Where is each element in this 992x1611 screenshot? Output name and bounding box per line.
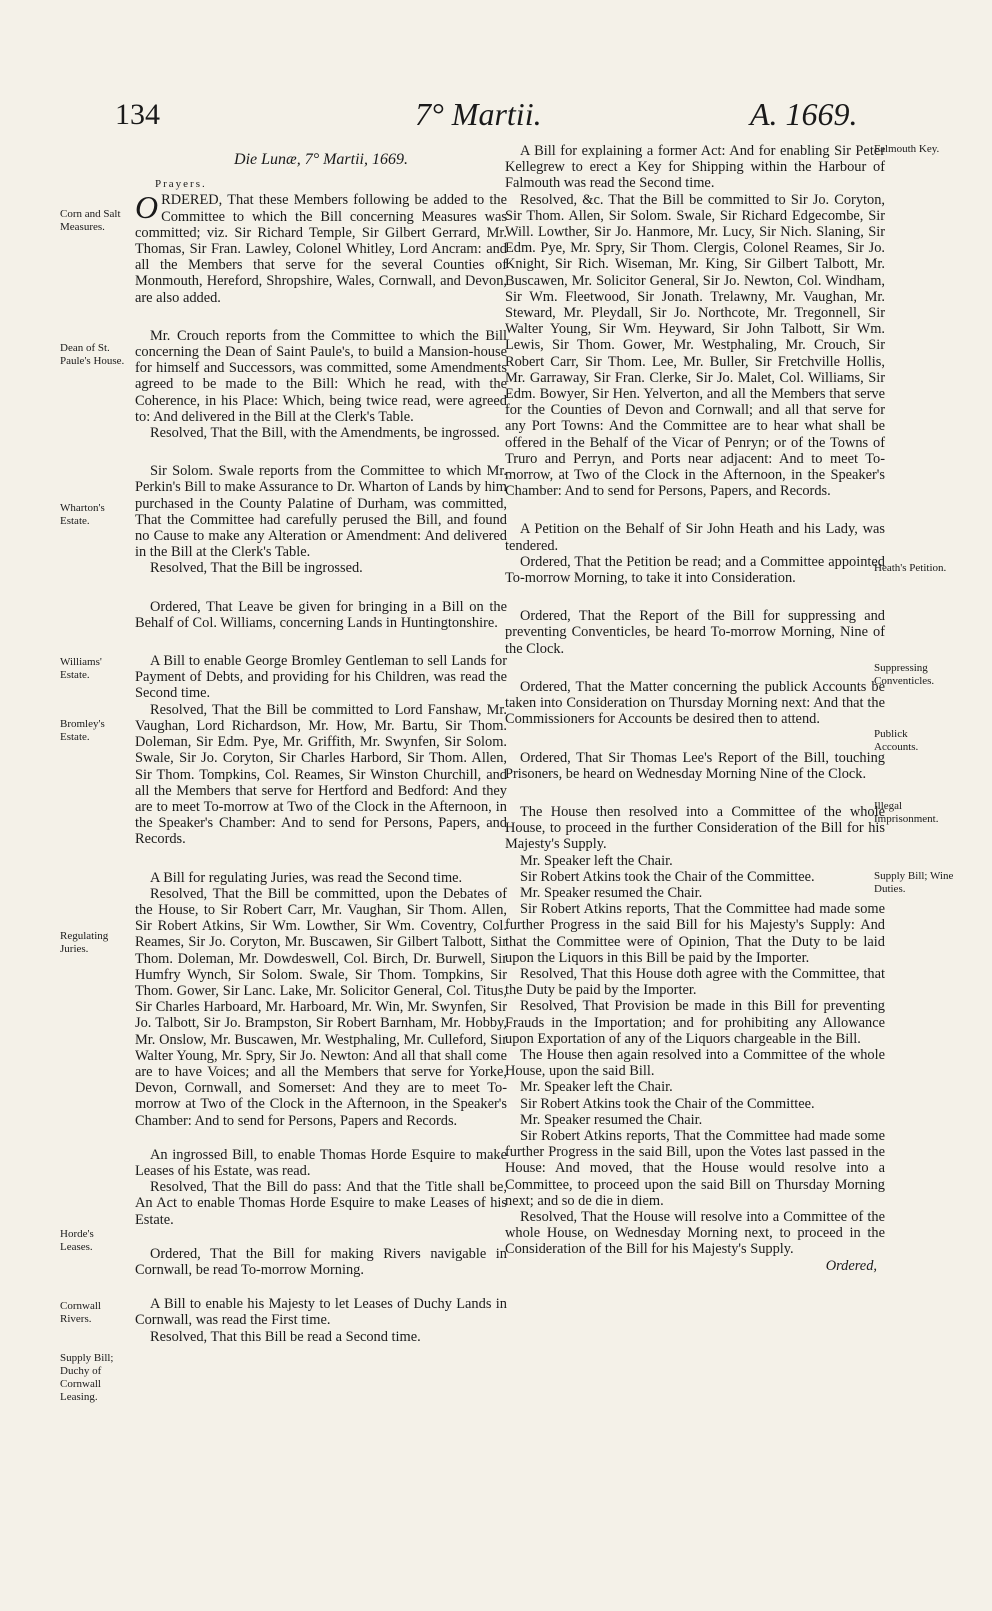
paragraph: Resolved, That the Bill be committed, upon the Debates of the House, to Sir Robert Carr, Mr. Vaughan, Sir Thom. Allen, Sir Robert Atkins, Sir Wm. Lowther, Sir Wm. Coventry, Col. Reames, Sir Jo. Coryton, Mr. Buscawen, Sir Gilbert Talbott, Sir Thom. Doleman, Mr. Dowdeswell, Col. Birch, Dr. Burwell, Sir Humfry Wynch, Sir Solom. Swale, Sir Thom. Tompkins, Sir Thom. Gower, Sir Lanc. Lake, Mr. Solicitor General, Col. Titus, Sir Charles Harboard, Mr. Harboard, Mr. Win, Mr. Swynfen, Sir Jo. Talbott, Sir Jo. Brampston, Sir Robert Barnham, Mr. Hobby, Mr. Onslow, Mr. Buscawen, Mr. Westphaling, Mr. Culleford, Sir Walter Young, Mr. Spry, Sir Jo. Newton: And all that shall come are to have Voices; and all the Members that serve for Yorke, Devon, Cornwall, and Somerset: And they are to meet To-morrow at Two of the Clock in the Afternoon, in the Speaker's Chamber: And to send for Persons, Papers and Records. [135,885,507,1129]
paragraph: Ordered, That the Report of the Bill for suppressing and preventing Conventicles, be heard To-morrow Morning, Nine of the Clock. [505,608,885,657]
paragraph: Sir Solom. Swale reports from the Committee to which Mr. Perkin's Bill to make Assurance to Dr. Wharton of Lands by him purchased in the County Palatine of Durham, was committed, That the Committee had carefully perused the Bill, and found no Cause to make any Alteration or Amendment: And delivered in the Bill at the Clerk's Table. [135,463,507,561]
paragraph: Mr. Speaker left the Chair. [520,1079,673,1096]
paragraph: The House then again resolved into a Committee of the whole House, upon the said Bill. [505,1046,885,1080]
paragraph: The House then resolved into a Committee of the whole House, to proceed in the further Consideration of the Bill for his Majesty's Supply. [505,803,885,853]
paragraph: Resolved, That the Bill do pass: And that the Title shall be, An Act to enable Thomas Horde Esquire to make Leases of his Estate. [135,1179,507,1228]
paragraph: Sir Robert Atkins reports, That the Committee had made some further Progress in the said Bill for his Majesty's Supply: And that the Committee were of Opinion, That the Duty to be laid upon the Liquors in this Bill be paid by the Importer. [505,901,885,966]
paragraph: Ordered, That the Matter concerning the publick Accounts be taken into Consideration on Thursday Morning next: And that the Commissioners for Accounts be desired then to attend. [505,678,885,728]
paragraph: Sir Robert Atkins took the Chair of the Committee. [520,1095,815,1112]
margin-note: Supply Bill; Duchy of Cornwall Leasing. [60,1352,114,1403]
paragraph: Mr. Speaker resumed the Chair. [520,884,703,901]
paragraph: A Bill for regulating Juries, was read the Second time. [150,869,463,886]
margin-note: Supply Bill; Wine Duties. [874,870,954,895]
paragraph: Sir Robert Atkins took the Chair of the Committee. [520,868,815,885]
paragraph: A Bill to enable George Bromley Gentleman to sell Lands for Payment of Debts, and providing for his Children, was read the Second time. [135,653,507,702]
left-column [135,152,507,1345]
page-number: 134 [115,98,160,131]
margin-note: Williams' Estate. [60,656,102,681]
drop-cap: O [135,189,159,226]
prayers-heading: Prayers. [155,178,207,191]
margin-note: Wharton's Estate. [60,502,105,527]
paragraph: Mr. Crouch reports from the Committee to which the Bill concerning the Dean of Saint Paule's, to build a Mansion-house for himself and Successors, was committed, some Amendments agreed to be made to the Bill: Which he read, with the Coherence, in his Place: Which, being twice read, were agreed to: And delivered in the Bill at the Clerk's Table. [135,327,507,425]
margin-note: Falmouth Key. [874,143,940,155]
paragraph: Ordered, That Leave be given for bringing in a Bill on the Behalf of Col. Williams, concerning Lands in Huntingtonshire. [135,598,507,631]
paragraph: Mr. Speaker left the Chair. [520,852,673,869]
paragraph: Sir Robert Atkins reports, That the Committee had made some further Progress in the said Bill, upon the Votes last passed in the House: And moved, that the House would resolve into a Committee, to proceed upon the said Bill on Thursday Morning next; and so de die in diem. [505,1127,885,1209]
margin-note: Regulating Juries. [60,930,109,955]
margin-note: Bromley's Estate. [60,718,105,743]
paragraph: Resolved, That the Bill be ingrossed. [150,560,363,577]
paragraph: Resolved, That the Bill be committed to Lord Fanshaw, Mr. Vaughan, Lord Richardson, Mr. How, Mr. Bartu, Sir Thom. Doleman, Sir Edm. Pye, Mr. Griffith, Mr. Swynfen, Sir Solom. Swale, Sir Jo. Coryton, Sir Charles Harbord, Sir Thom. Allen, Sir Thom. Tompkins, Col. Reames, Sir Winston Churchill, and all the Members that serve for Hertford and Bedford: And they are to meet To-morrow at Two of the Clock in the Afternoon, in the Speaker's Chamber: And to send for Persons, Papers, and Records. [135,701,507,848]
paragraph: A Bill for explaining a former Act: And for enabling Sir Peter Kellegrew to erect a Key for Shipping within the Harbour of Falmouth was read the Second time. [505,143,885,192]
margin-note: Publick Accounts. [874,728,919,753]
paragraph: ORDERED, That these Members following be added to the Committee to which the Bill concerning Measures was committed; viz. Sir Richard Temple, Sir Gilbert Gerrard, Mr. Thomas, Sir Fran. Lawley, Colonel Whitley, Lord Ancram: and all the Members that serve for the several Counties of Monmouth, Hereford, Shropshire, Wales, Cornwall, and Devon, are also added. [135,189,507,306]
paragraph: An ingrossed Bill, to enable Thomas Horde Esquire to make Leases of his Estate, was read. [135,1146,507,1179]
paragraph: Resolved, That the House will resolve into a Committee of the whole House, on Wednesday Morning next, to proceed in the Consideration of the Bill for his Majesty's Supply. [505,1208,885,1258]
margin-note: Heath's Petition. [874,562,947,574]
running-title: 7° Martii. [415,96,542,132]
margin-note: Corn and Salt Measures. [60,208,121,233]
paragraph: A Bill to enable his Majesty to let Leases of Duchy Lands in Cornwall, was read the First time. [135,1296,507,1329]
margin-note: Dean of St. Paule's House. [60,342,125,367]
paragraph: Ordered, That Sir Thomas Lee's Report of the Bill, touching Prisoners, be heard on Wednesday Morning Nine of the Clock. [505,749,885,782]
paragraph: Resolved, That this House doth agree with the Committee, that the Duty be paid by the Importer. [505,965,885,999]
paragraph: Resolved, That the Bill, with the Amendments, be ingrossed. [150,425,500,442]
page-year: A. 1669. [750,96,858,132]
margin-note: Illegal Imprisonment. [874,800,939,825]
paragraph: Resolved, That Provision be made in this Bill for preventing Frauds in the Importation; and for prohibiting any Allowance upon Exportation of any of the Liquors chargeable in the Bill. [505,998,885,1047]
paragraph: Resolved, That this Bill be read a Second time. [150,1328,421,1345]
right-column [505,143,885,1274]
paragraph: Resolved, &c. That the Bill be committed to Sir Jo. Coryton, Sir Thom. Allen, Sir Solom. Swale, Sir Richard Edgecombe, Sir Will. Lowther, Sir Jo. Hanmore, Mr. Lucy, Sir Nich. Slaning, Sir Edm. Pye, Mr. Spry, Sir Thom. Clergis, Colonel Reames, Sir Jo. Knight, Sir Rich. Wiseman, Mr. King, Sir Gilbert Talbott, Mr. Buscawen, Mr. Solicitor General, Sir Jo. Newton, Col. Windham, Sir Wm. Fleetwood, Sir Jonath. Trelawny, Mr. Vaughan, Mr. Steward, Mr. Pleydall, Sir Jo. Northcote, Mr. Tregonnell, Sir Walter Young, Sir Wm. Heyward, Sir John Talbott, Sir Wm. Lewis, Sir Thom. Gower, Mr. Westphaling, Mr. Crouch, Sir Robert Carr, Sir Thom. Lee, Mr. Buller, Sir Fretchville Hollis, Mr. Garraway, Sir Fran. Clerke, Sir Jo. Malet, Col. Williams, Sir Edm. Bowyer, Sir Hen. Yelverton, and all the Members that serve for the Counties of Devon and Cornwall; and all that serve for any Port Towns: And the Committee are to hear what shall be offered in the Behalf of the Vicar of Penryn; or of the Towns of Truro and Perryn, and Ports near adjacent: And to meet To-morrow, at Two of the Clock in the Afternoon, in the Speaker's Chamber: And to send for Persons, Papers, and Records. [505,191,885,500]
margin-note: Cornwall Rivers. [60,1300,101,1325]
margin-note: Horde's Leases. [60,1228,94,1253]
paragraph: Ordered, That the Petition be read; and a Committee appointed To-morrow Morning, to take it into Consideration. [505,553,885,587]
page-header [0,98,992,138]
paragraph: Ordered, That the Bill for making Rivers navigable in Cornwall, be read To-morrow Morning. [135,1245,507,1278]
paragraph: A Petition on the Behalf of Sir John Heath and his Lady, was tendered. [505,521,885,554]
margin-note: Suppressing Conventicles. [874,662,935,687]
date-line: Die Lunæ, 7° Martii, 1669. [234,151,408,168]
paragraph: Mr. Speaker resumed the Chair. [520,1111,703,1128]
catchword: Ordered, [825,1257,877,1274]
